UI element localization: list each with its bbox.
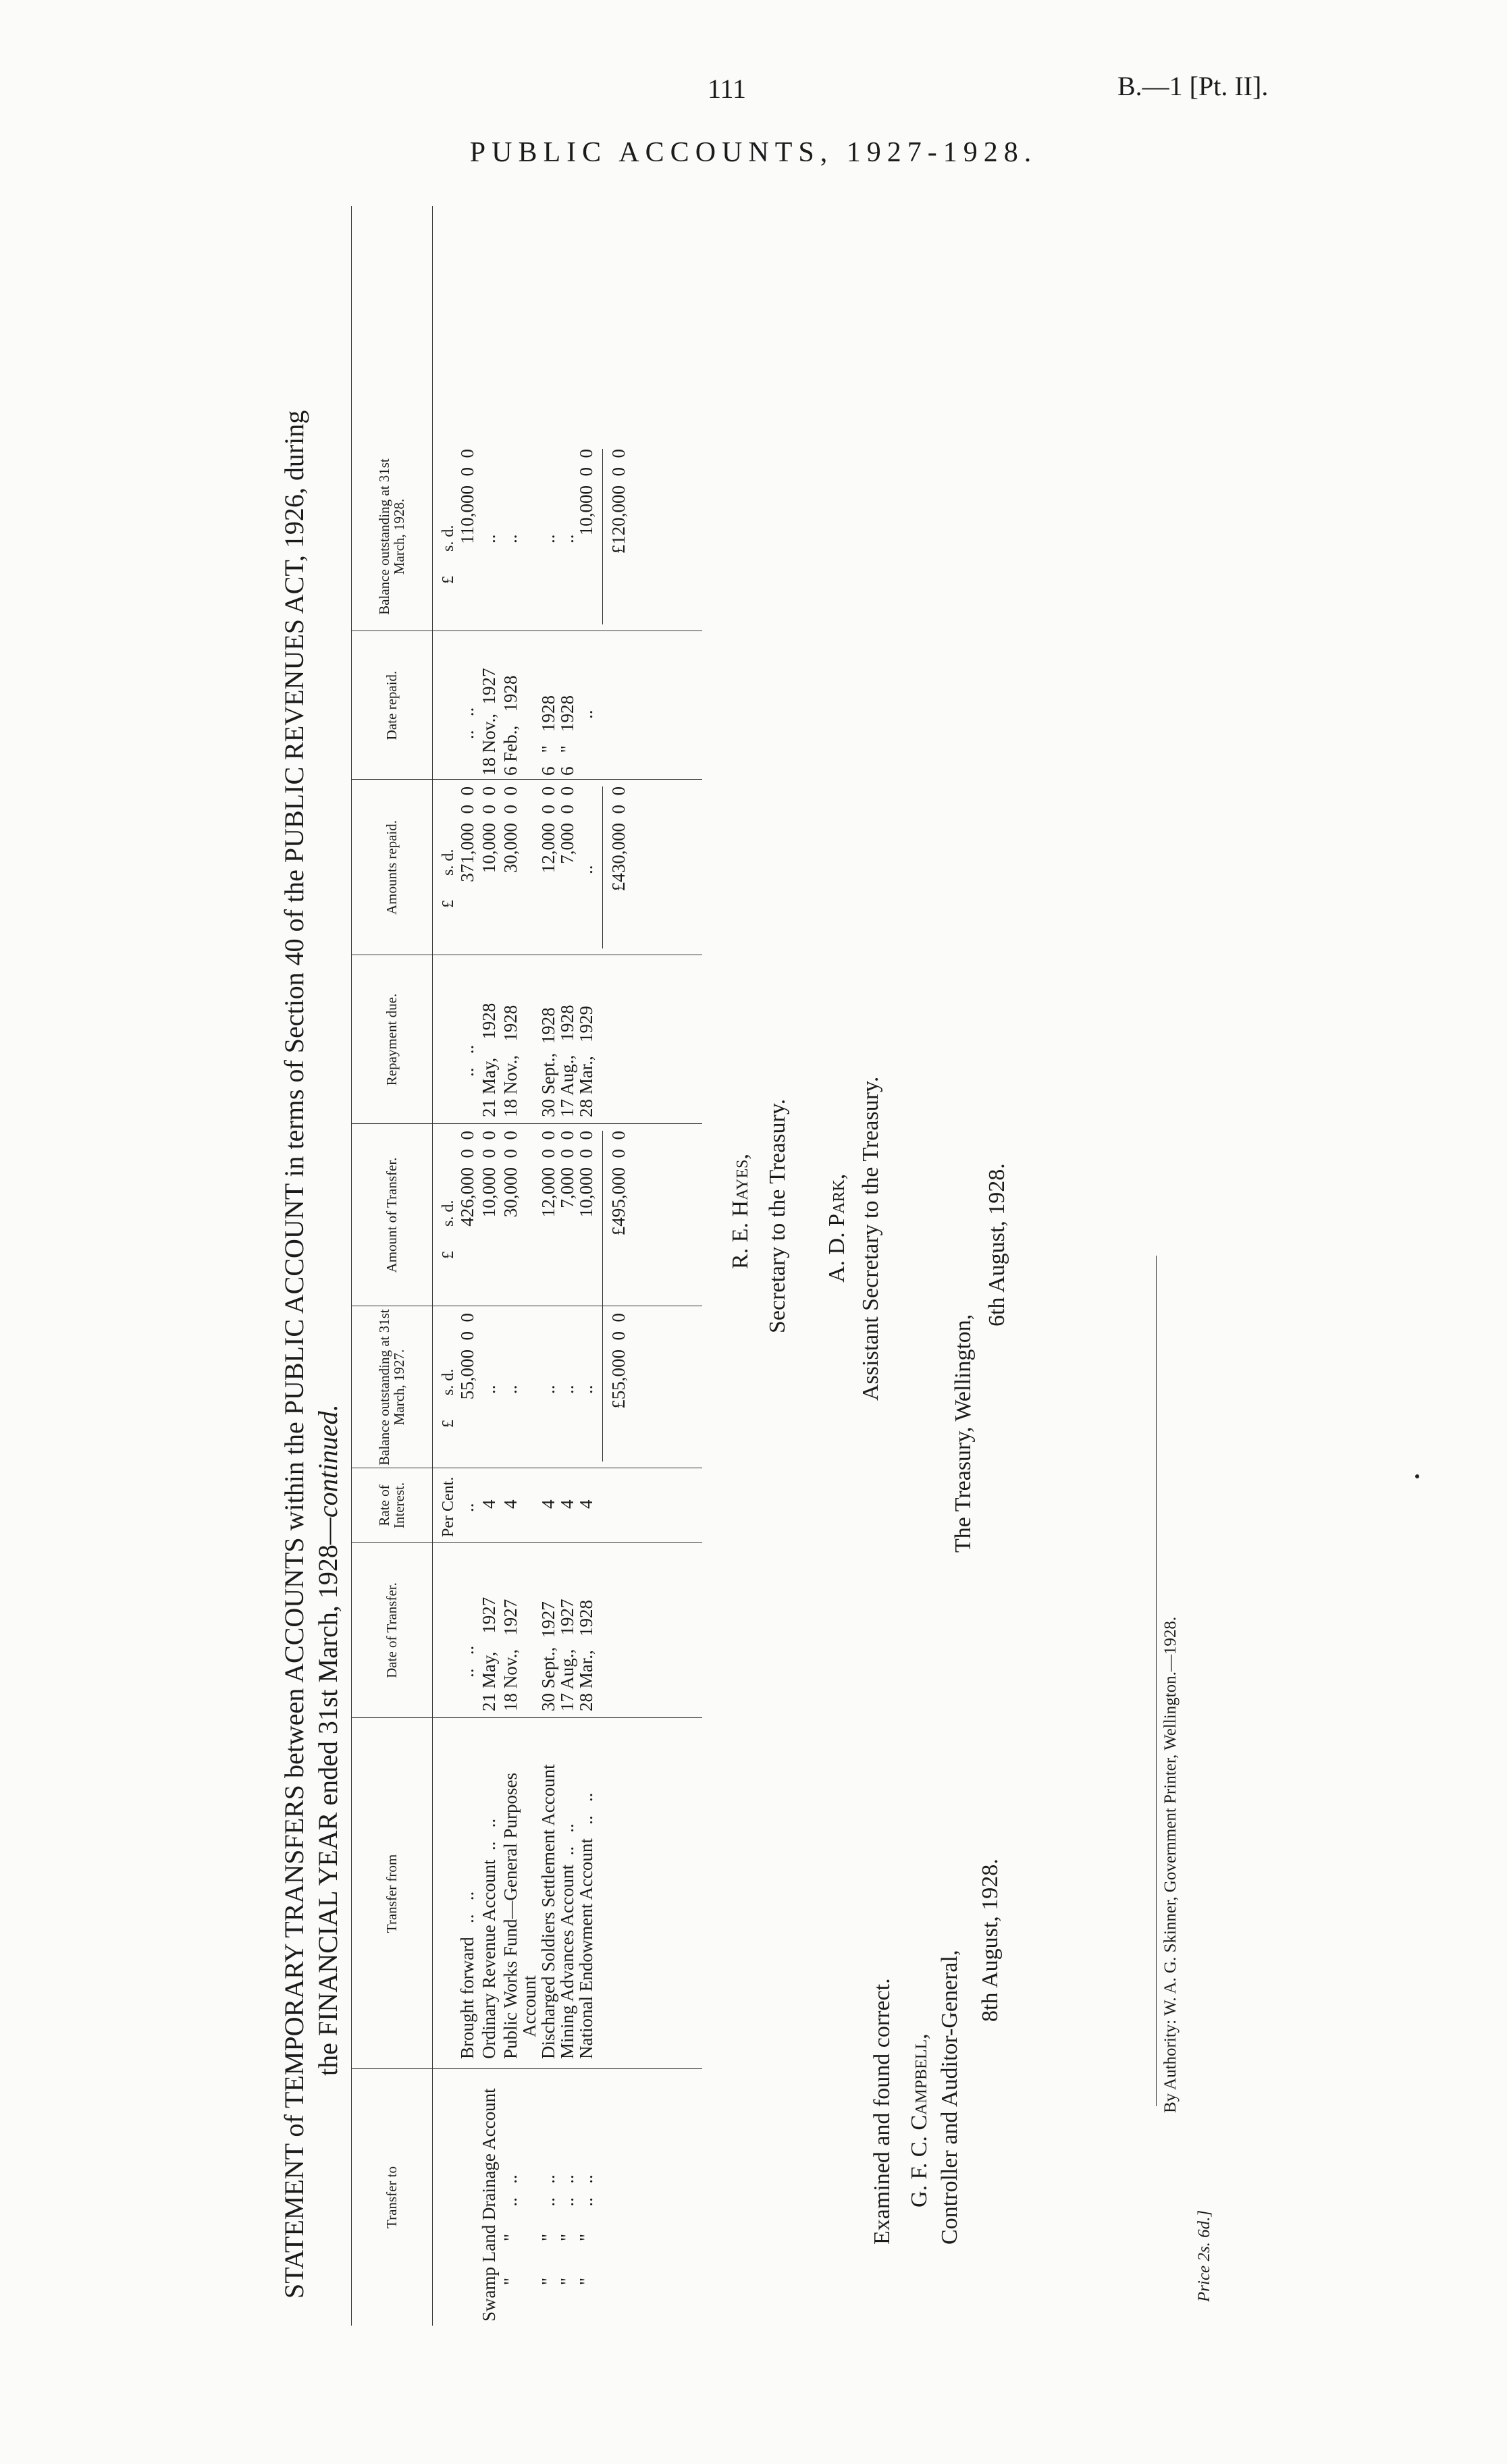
table-row-from: Public Works Fund—General Purposes	[500, 1772, 521, 2059]
table-row-repaid: 10,000 0 0	[479, 786, 499, 874]
table-row-bal27: 55,000 0 0	[457, 1313, 477, 1400]
secretary-name: R. E. Hayes,	[728, 1154, 753, 1269]
table-row-bal27: ..	[479, 1385, 499, 1394]
table-row-rate: 4	[479, 1499, 499, 1509]
table-row-bal28: ..	[538, 534, 558, 543]
table-row-bal27: ..	[576, 1385, 596, 1394]
table-row-date: 17 Aug., 1927	[557, 1599, 577, 1711]
total-bal28: £120,000 0 0	[608, 449, 629, 554]
table-row-date-repaid: 6 " 1928	[538, 695, 558, 776]
table-row-due: 17 Aug., 1928	[557, 1005, 577, 1117]
col-rule	[351, 2068, 702, 2069]
table-row-bal28: 10,000 0 0	[576, 449, 596, 536]
table-row-date: 28 Mar., 1928	[576, 1600, 596, 1711]
table-row-from: Discharged Soldiers Settlement Account	[538, 1764, 558, 2059]
auditor-title: Controller and Auditor-General,	[937, 1950, 962, 2245]
table-row-date-repaid: ..	[576, 709, 596, 719]
ink-dot	[1415, 1474, 1419, 1478]
table-row-date: 30 Sept., 1927	[538, 1601, 558, 1711]
table-row-amount: 30,000 0 0	[500, 1131, 521, 1218]
table-row-from-continued: Account	[519, 1975, 539, 2059]
statement-title-line1: STATEMENT of TEMPORARY TRANSFERS between ACCOUNTS within the PUBLIC ACCOUNT in terms of Section 40 of the PUBLIC REVENUES ACT, 1926, during	[279, 410, 309, 2299]
statement-title-line2	[312, 1404, 344, 2076]
total-repaid: £430,000 0 0	[608, 786, 629, 892]
transfers-table	[351, 206, 702, 2326]
col-header-transfer-to: Transfer to	[384, 2166, 400, 2228]
table-row-date-repaid: 6 Feb., 1928	[500, 675, 521, 776]
price-note: Price 2s. 6d.]	[1195, 2209, 1213, 2302]
table-row-bal27: ..	[500, 1385, 521, 1394]
printer-imprint: By Authority: W. A. G. Skinner, Government Printer, Wellington.—1928.	[1161, 1616, 1180, 2113]
auditor-name: G. F. C. Campbell,	[907, 2033, 932, 2207]
unit-bal28: £ s. d.	[440, 525, 457, 584]
table-row-amount: 10,000 0 0	[576, 1131, 596, 1218]
table-row-date: 18 Nov., 1927	[500, 1599, 521, 1711]
assistant-secretary-name: A. D. Park,	[824, 1173, 849, 1283]
assistant-secretary-title: Assistant Secretary to the Treasury.	[858, 1076, 883, 1401]
col-rule	[351, 779, 702, 780]
unit-bal27: £ s. d.	[440, 1368, 457, 1428]
imprint-rule	[1156, 1256, 1157, 2106]
col-header-repayment-due: Repayment due.	[384, 993, 400, 1086]
total-bal27: £55,000 0 0	[608, 1313, 629, 1409]
unit-rate: Per Cent.	[440, 1476, 457, 1537]
table-row-rate: 4	[576, 1499, 596, 1509]
table-row-bal27: ..	[557, 1385, 577, 1394]
statement-title-main: the FINANCIAL YEAR ended 31st March, 1928—	[313, 1518, 343, 2076]
secretary-title: Secretary to the Treasury.	[765, 1098, 790, 1333]
treasury-date: 6th August, 1928.	[984, 1163, 1009, 1327]
statement-title-continued: continued.	[313, 1404, 343, 1518]
col-rule	[351, 1123, 702, 1124]
totals-rule	[602, 449, 603, 624]
table-row-date-repaid: 18 Nov., 1927	[479, 668, 499, 776]
table-row-rate: ..	[457, 1503, 477, 1512]
totals-rule	[602, 786, 603, 948]
total-amount: £495,000 0 0	[608, 1131, 629, 1236]
table-row-amount: 426,000 0 0	[457, 1131, 477, 1227]
col-rule	[351, 1542, 702, 1543]
col-header-balance-1927: Balance outstanding at 31st March, 1927.	[376, 1309, 407, 1466]
table-row-repaid: 12,000 0 0	[538, 786, 558, 874]
table-row-date-repaid: .. ..	[457, 707, 477, 739]
table-row-from: National Endowment Account .. ..	[576, 1792, 596, 2059]
table-row-from: Brought forward .. ..	[457, 1891, 477, 2059]
table-row-repaid: 7,000 0 0	[557, 786, 577, 864]
auditor-date: 8th August, 1928.	[978, 1858, 1003, 2022]
table-row-due: 28 Mar., 1929	[576, 1006, 596, 1117]
table-row-amount: 7,000 0 0	[557, 1131, 577, 1208]
table-row-bal28: 110,000 0 0	[457, 449, 477, 544]
table-row-due: 21 May, 1928	[479, 1002, 499, 1117]
table-row-to: " " .. ..	[538, 2174, 558, 2285]
unit-amount: £ s. d.	[440, 1200, 457, 1259]
table-row-amount: 10,000 0 0	[479, 1131, 499, 1218]
col-header-transfer-from: Transfer from	[384, 1854, 400, 1933]
col-rule	[351, 1717, 702, 1718]
table-row-bal28: ..	[557, 534, 577, 543]
table-row-to: " " .. ..	[557, 2174, 577, 2285]
table-row-date: .. ..	[457, 1645, 477, 1678]
page-number: 111	[708, 74, 747, 104]
table-row-due: 30 Sept., 1928	[538, 1007, 558, 1117]
table-row-bal28: ..	[479, 534, 499, 543]
table-row-rate: 4	[538, 1499, 558, 1509]
table-row-to: Swamp Land Drainage Account	[479, 2088, 499, 2322]
table-header-rule	[432, 206, 433, 2326]
document-reference: B.—1 [Pt. II].	[1117, 71, 1269, 101]
table-row-due: .. ..	[457, 1044, 477, 1077]
table-row-rate: 4	[500, 1499, 521, 1509]
col-header-date-of-transfer: Date of Transfer.	[384, 1582, 400, 1678]
examined-line: Examined and found correct.	[870, 1978, 895, 2245]
table-row-to: " " .. ..	[500, 2174, 521, 2285]
table-row-repaid: 30,000 0 0	[500, 786, 521, 874]
col-header-balance-1928: Balance outstanding at 31st March, 1928.	[376, 458, 407, 615]
page-heading: PUBLIC ACCOUNTS, 1927-1928.	[469, 137, 1038, 168]
table-row-rate: 4	[557, 1499, 577, 1509]
table-row-from: Mining Advances Account .. ..	[557, 1823, 577, 2059]
unit-repaid: £ s. d.	[440, 849, 457, 908]
table-row-from: Ordinary Revenue Account .. ..	[479, 1818, 499, 2059]
table-row-date: 21 May, 1927	[479, 1597, 499, 1711]
table-row-repaid: 371,000 0 0	[457, 786, 477, 882]
table-row-bal27: ..	[538, 1385, 558, 1394]
totals-rule	[602, 1131, 603, 1462]
table-row-due: 18 Nov., 1928	[500, 1005, 521, 1117]
col-header-amounts-repaid: Amounts repaid.	[384, 820, 400, 915]
treasury-place: The Treasury, Wellington,	[951, 1314, 976, 1553]
col-header-rate-of-interest: Rate of Interest.	[376, 1482, 407, 1529]
col-header-date-repaid: Date repaid.	[384, 670, 400, 741]
col-header-amount-of-transfer: Amount of Transfer.	[384, 1157, 400, 1273]
table-row-date-repaid: 6 " 1928	[557, 695, 577, 776]
table-row-amount: 12,000 0 0	[538, 1131, 558, 1218]
table-row-repaid: ..	[576, 865, 596, 874]
table-row-to: " " .. ..	[576, 2174, 596, 2285]
table-row-bal28: ..	[500, 534, 521, 543]
